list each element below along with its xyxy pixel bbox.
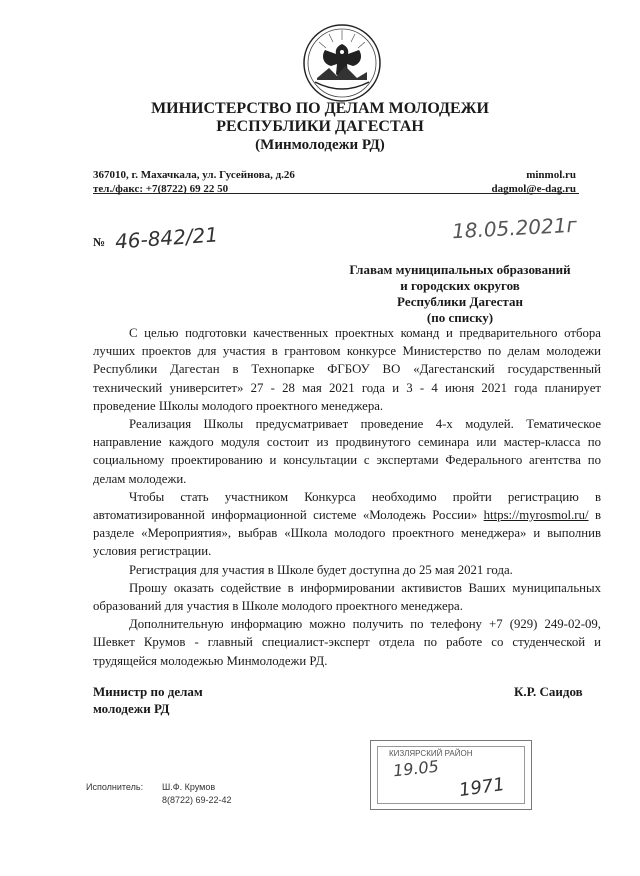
addressee-line1: Главам муниципальных образований — [349, 262, 571, 277]
registration-link[interactable]: https://myrosmol.ru/ — [483, 508, 589, 523]
paragraph-1: С целью подготовки качественных проектных команд и предварительного отбора лучших проектов для участия в грантовом конкурсе Министерство по делам молодежи Республики Дагестан в Технопарке ФГБОУ ВО «Дагестанский государственный технический университет» 27 - 28 мая 2021 года и 3 - 4 июня 2021 года планирует проведение Школы молодого проектного менеджера. — [93, 326, 601, 413]
ministry-title-line2: РЕСПУБЛИКИ ДАГЕСТАН — [216, 118, 424, 135]
stamp-district: КИЗЛЯРСКИЙ РАЙОН — [389, 749, 473, 758]
doc-date: 18.05.2021г — [451, 212, 578, 244]
executor-label: Исполнитель: — [86, 782, 144, 792]
signatory-position-line2: молодежи РД — [93, 701, 170, 716]
signatory-name: К.Р. Саидов — [514, 684, 583, 699]
paragraph-3-end: в разделе «Мероприятия», выбрав «Школа молодого проектного менеджера» и выполнив условия регистрации. — [93, 508, 602, 559]
ministry-short-name: (Минмолодежи РД) — [255, 137, 385, 153]
dagestan-coat-of-arms-icon — [301, 22, 383, 104]
incoming-stamp — [370, 740, 532, 810]
ministry-address: 367010, г. Махачкала, ул. Гусейнова, д.26 — [93, 169, 295, 181]
addressee-line4: (по списку) — [426, 310, 494, 325]
ministry-title-line1: МИНИСТЕРСТВО ПО ДЕЛАМ МОЛОДЕЖИ — [151, 100, 489, 117]
signatory-position-line1: Министр по делам — [93, 684, 203, 699]
addressee-block — [330, 262, 590, 326]
paragraph-2: Реализация Школы предусматривает проведение 4-х модулей. Тематическое направление каждого модуля состоит из продвинутого семинара или мастер-класса по социальному проектированию и консультации с экспертами Федерального агентства по делам молодежи. — [93, 417, 601, 486]
doc-number: 46-842/21 — [114, 222, 219, 254]
header-divider — [93, 193, 579, 194]
letter-body — [93, 324, 601, 670]
ministry-phone: тел./факс: +7(8722) 69 22 50 — [93, 183, 229, 195]
paragraph-4: Регистрация для участия в Школе будет доступна до 25 мая 2021 года. — [129, 562, 513, 577]
paragraph-3-start: Чтобы стать участником Конкурса необходимо пройти регистрацию в автоматизированной информационной системе «Молодежь России» — [93, 489, 601, 523]
paragraph-3 — [93, 488, 601, 561]
stamp-number: 1971 — [457, 773, 507, 802]
paragraph-5: Прошу оказать содействие в информировании активистов Ваших муниципальных образований для участия в Школе молодого проектного менеджера. — [93, 580, 601, 614]
addressee-line3: Республики Дагестан — [397, 294, 523, 309]
stamp-date: 19.05 — [392, 756, 440, 781]
ministry-website[interactable]: minmol.ru — [526, 169, 576, 181]
executor-name: Ш.Ф. Крумов — [162, 782, 216, 792]
doc-number-label: № — [93, 235, 106, 249]
coat-of-arms-emblem — [301, 22, 383, 104]
signatory-position — [93, 683, 203, 717]
ministry-email[interactable]: dagmol@e-dag.ru — [491, 183, 576, 195]
executor-phone: 8(8722) 69-22-42 — [162, 795, 232, 805]
paragraph-6: Дополнительную информацию можно получить по телефону +7 (929) 249-02-09, Шевкет Крумов - главный специалист-эксперт отдела по работе со студенческой и трудящейся молодежью Минмолодежи РД. — [93, 617, 601, 668]
addressee-line2: и городских округов — [400, 278, 520, 293]
